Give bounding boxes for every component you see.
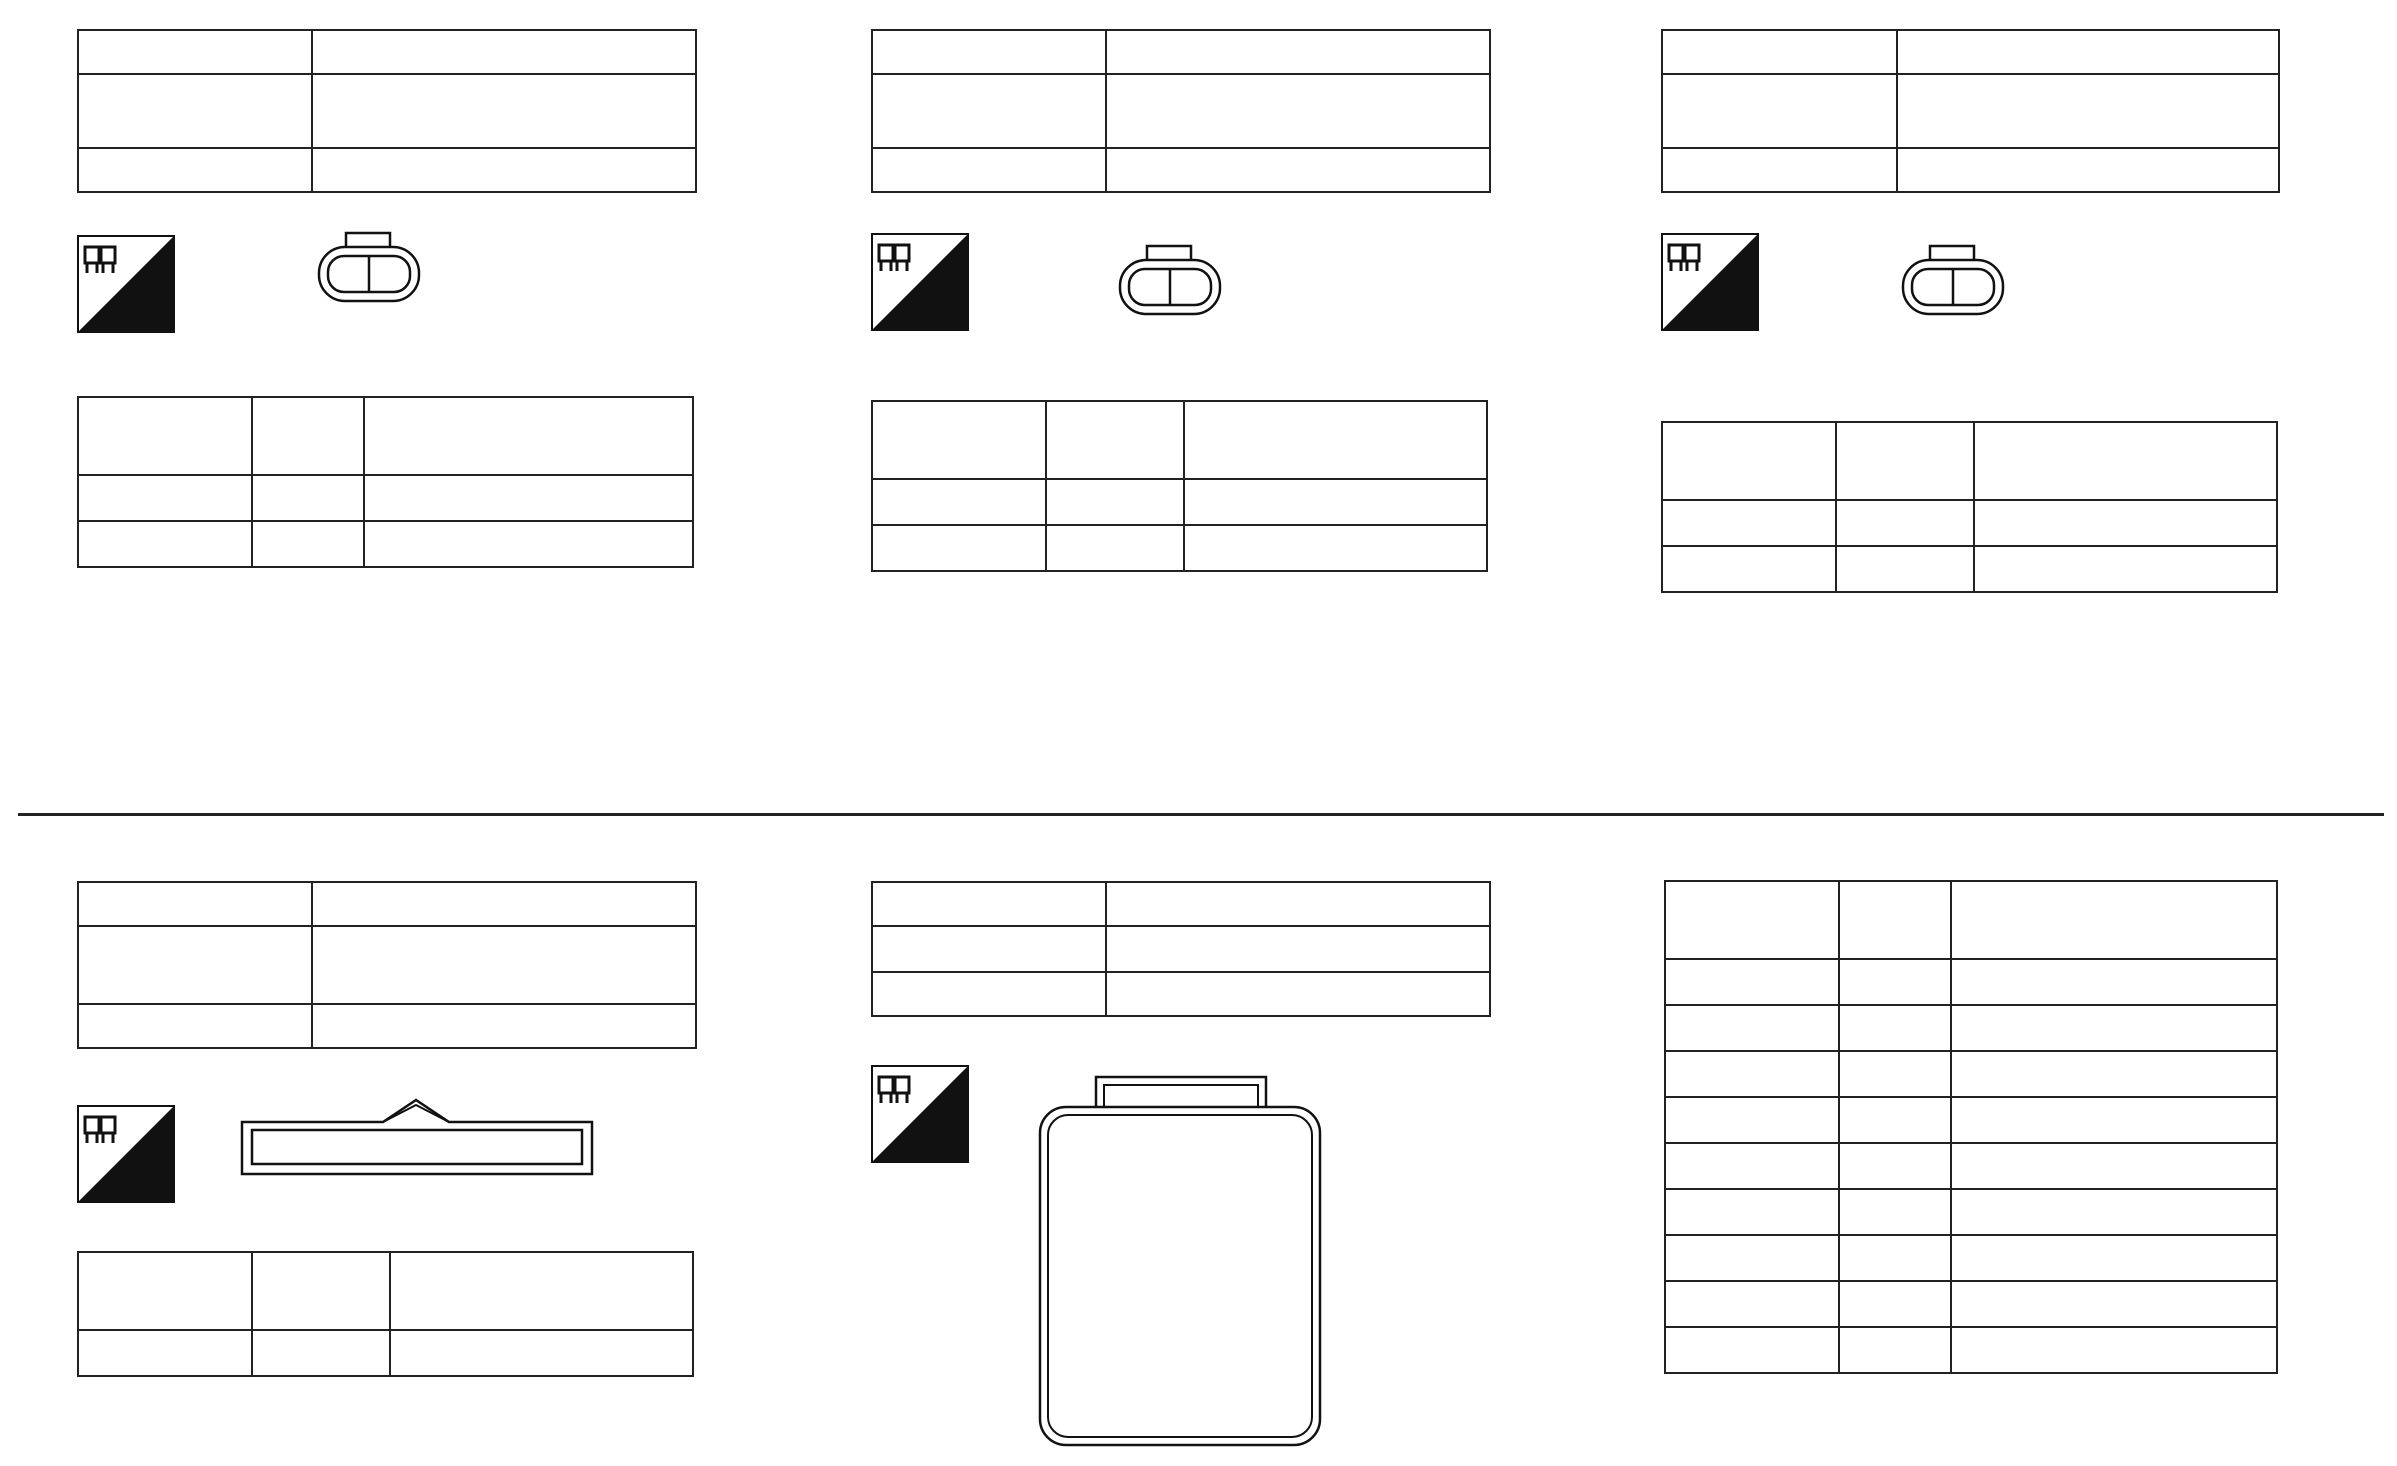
table-row [1665, 1005, 2277, 1051]
terminal-table-f502 [77, 1251, 694, 1377]
table-row [1665, 1327, 2277, 1373]
table-row [1665, 1189, 2277, 1235]
header-wire-color [252, 397, 364, 475]
harness-side-icon [1661, 233, 1759, 331]
connector-face-f205 [1900, 242, 2010, 318]
label-connector-no [1662, 30, 1897, 74]
terminal-table-c1 [1664, 880, 2278, 1374]
header-terminal-no [1662, 422, 1836, 500]
connector-info-table-f502 [77, 881, 697, 1049]
connector-name-value [1897, 74, 2279, 148]
table-row [1662, 546, 2277, 592]
table-row [872, 525, 1487, 571]
connector-face-f204 [1117, 242, 1227, 318]
header-signal-name [364, 397, 693, 475]
connector-color-value [312, 1004, 696, 1048]
harness-side-icon [871, 1065, 969, 1163]
terminal-table-f203 [77, 396, 694, 568]
header-signal-name [1951, 881, 2277, 959]
table-row [78, 475, 693, 521]
connector-face-f502 [238, 1096, 598, 1178]
terminal-table-f204 [871, 400, 1488, 572]
table-row [1665, 1235, 2277, 1281]
table-row [1665, 1143, 2277, 1189]
harness-side-icon [871, 233, 969, 331]
harness-side-icon [77, 235, 175, 333]
label-connector-name [78, 926, 312, 1004]
connector-face-f203 [316, 229, 426, 305]
table-row [1665, 959, 2277, 1005]
label-connector-no [872, 30, 1106, 74]
header-wire-color [1836, 422, 1974, 500]
header-signal-name [390, 1252, 693, 1330]
label-connector-name [872, 74, 1106, 148]
connector-no-value [1106, 30, 1490, 74]
label-connector-name [78, 74, 312, 148]
terminal-table-f205 [1661, 421, 2278, 593]
connector-no-value [312, 30, 696, 74]
connector-name-value [312, 926, 696, 1004]
table-row [78, 521, 693, 567]
connector-color-value [1106, 972, 1490, 1016]
table-row [78, 1330, 693, 1376]
table-row [872, 479, 1487, 525]
connector-info-table-c1 [871, 881, 1491, 1017]
table-row [1665, 1051, 2277, 1097]
label-connector-name [1662, 74, 1897, 148]
label-connector-no [872, 882, 1106, 926]
section-divider [18, 813, 2384, 816]
connector-face-c1 [1036, 1071, 1326, 1451]
header-terminal-no [78, 1252, 252, 1330]
connector-info-table-f204 [871, 29, 1491, 193]
label-connector-color [1662, 148, 1897, 192]
label-connector-name [872, 926, 1106, 972]
connector-no-value [1897, 30, 2279, 74]
header-terminal-no [78, 397, 252, 475]
connector-no-value [312, 882, 696, 926]
connector-no-value [1106, 882, 1490, 926]
connector-name-value [1106, 926, 1490, 972]
header-terminal-no [872, 401, 1046, 479]
header-wire-color [252, 1252, 390, 1330]
header-wire-color [1046, 401, 1184, 479]
header-wire-color [1839, 881, 1951, 959]
label-connector-no [78, 30, 312, 74]
header-terminal-no [1665, 881, 1839, 959]
connector-color-value [1897, 148, 2279, 192]
label-connector-color [872, 148, 1106, 192]
table-row [1665, 1097, 2277, 1143]
label-connector-color [872, 972, 1106, 1016]
table-row [1665, 1281, 2277, 1327]
label-connector-color [78, 1004, 312, 1048]
connector-name-value [1106, 74, 1490, 148]
connector-color-value [1106, 148, 1490, 192]
header-signal-name [1184, 401, 1487, 479]
connector-info-table-f203 [77, 29, 697, 193]
label-connector-no [78, 882, 312, 926]
label-connector-color [78, 148, 312, 192]
header-signal-name [1974, 422, 2277, 500]
connector-color-value [312, 148, 696, 192]
table-row [1662, 500, 2277, 546]
harness-side-icon [77, 1105, 175, 1203]
connector-info-table-f205 [1661, 29, 2280, 193]
connector-name-value [312, 74, 696, 148]
